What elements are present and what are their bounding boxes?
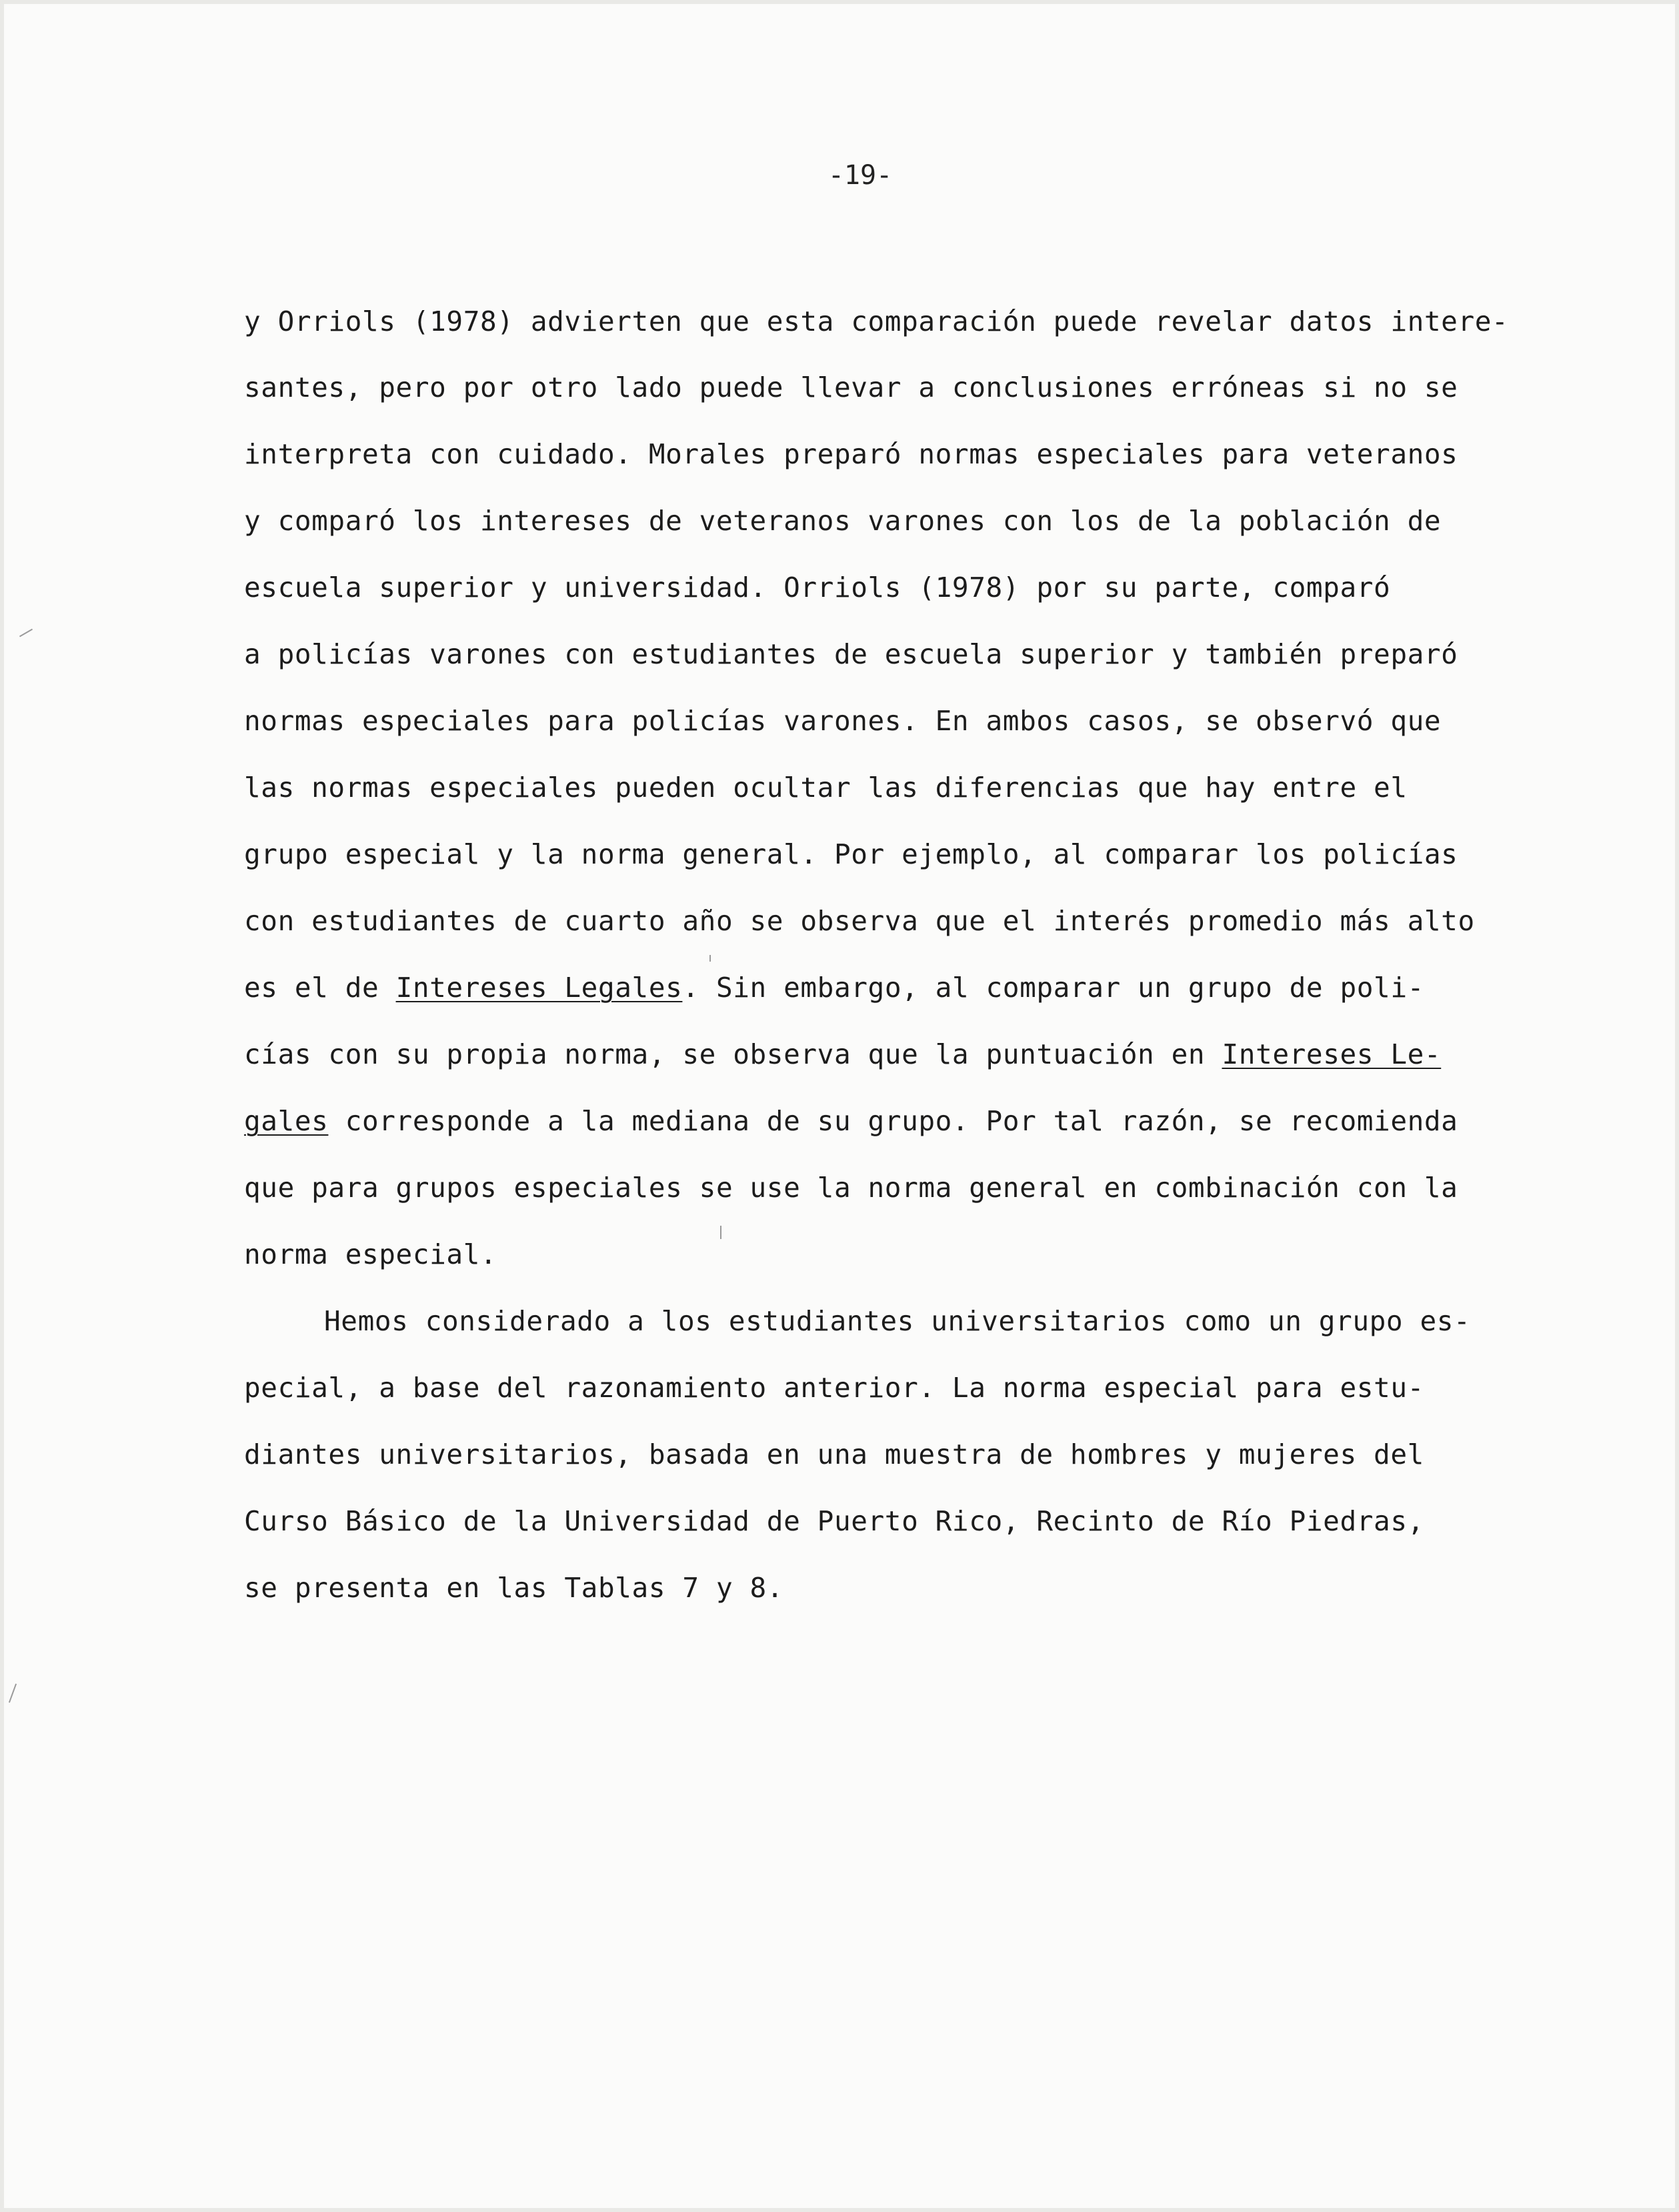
body-line: con estudiantes de cuarto año se observa que el interés promedio más alto (244, 905, 1475, 937)
body-line: que para grupos especiales se use la norma general en combinación con la (244, 1172, 1458, 1204)
page-number: -19- (827, 160, 893, 191)
body-line: a policías varones con estudiantes de escuela superior y también preparó (244, 638, 1458, 670)
scan-mark (9, 1684, 17, 1703)
body-line: grupo especial y la norma general. Por ejemplo, al comparar los policías (244, 838, 1458, 870)
body-text: corresponde a la mediana de su grupo. Por tal razón, se recomienda (328, 1105, 1458, 1137)
body-line: las normas especiales pueden ocultar las diferencias que hay entre el (244, 772, 1408, 804)
scan-mark (19, 629, 33, 638)
body-line: se presenta en las Tablas 7 y 8. (244, 1572, 784, 1604)
underlined-term: Intereses Le- (1222, 1038, 1442, 1070)
underlined-term: gales (244, 1105, 329, 1137)
body-text: . Sin embargo, al comparar un grupo de poli- (682, 972, 1424, 1004)
body-line: santes, pero por otro lado puede llevar a conclusiones erróneas si no se (244, 371, 1458, 403)
body-line: interpreta con cuidado. Morales preparó normas especiales para veteranos (244, 438, 1458, 470)
body-text: es el de (244, 972, 396, 1004)
body-line: norma especial. (244, 1238, 497, 1270)
body-line (244, 1101, 1458, 1141)
body-line (244, 1034, 1441, 1074)
body-line: pecial, a base del razonamiento anterior. La norma especial para estu- (244, 1372, 1424, 1404)
body-line: Curso Básico de la Universidad de Puerto Rico, Recinto de Río Piedras, (244, 1505, 1424, 1537)
body-line: diantes universitarios, basada en una muestra de hombres y mujeres del (244, 1438, 1424, 1470)
scan-mark (720, 1226, 721, 1239)
scan-mark (709, 955, 711, 962)
body-text: cías con su propia norma, se observa que la puntuación en (244, 1038, 1222, 1070)
body-line: Hemos considerado a los estudiantes universitarios como un grupo es- (324, 1305, 1471, 1337)
body-line: y Orriols (1978) advierten que esta comparación puede revelar datos intere- (244, 305, 1509, 337)
underlined-term: Intereses Legales (395, 972, 683, 1004)
body-line: y comparó los intereses de veteranos varones con los de la población de (244, 505, 1442, 537)
body-line: normas especiales para policías varones. En ambos casos, se observó que (244, 705, 1442, 737)
body-line (244, 968, 1424, 1008)
body-line: escuela superior y universidad. Orriols (1978) por su parte, comparó (244, 572, 1391, 604)
